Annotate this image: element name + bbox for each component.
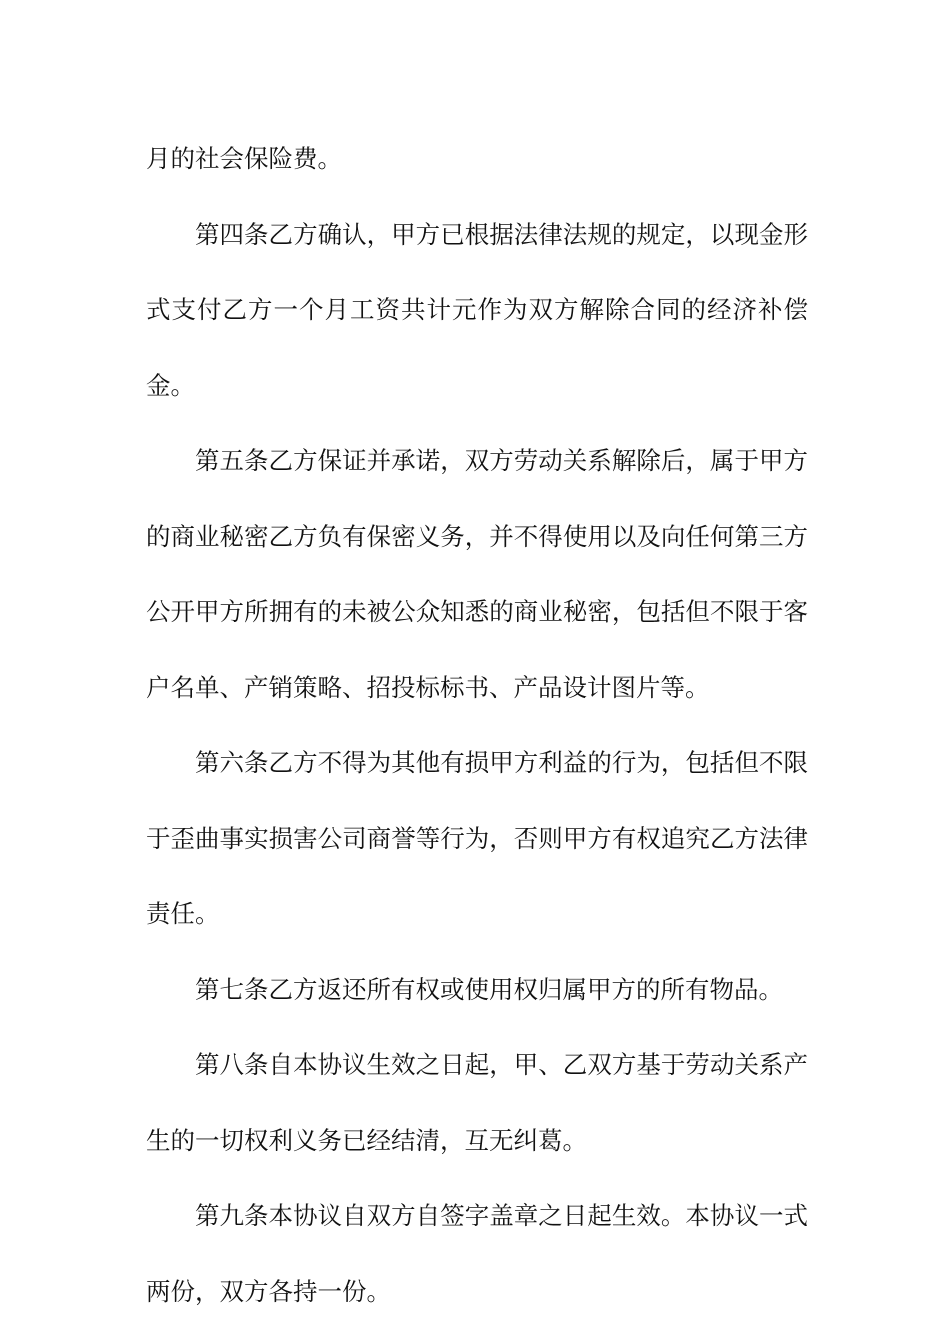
article-7-paragraph: 第七条乙方返还所有权或使用权归属甲方的所有物品。 [195, 974, 783, 1004]
paragraph-continuation: 月的社会保险费。 [146, 144, 342, 173]
article-6-paragraph: 第六条乙方不得为其他有损甲方利益的行为，包括但不限于歪曲事实损害公司商誉等行为，否则甲方有权追究乙方法律责任。 [146, 748, 808, 928]
article-9-paragraph: 第九条本协议自双方自签字盖章之日起生效。本协议一式两份，双方各持一份。 [146, 1201, 808, 1306]
article-8-paragraph: 第八条自本协议生效之日起，甲、乙双方基于劳动关系产生的一切权利义务已经结清，互无纠葛。 [146, 1050, 808, 1155]
document-page [146, 121, 808, 1329]
article-5-paragraph: 第五条乙方保证并承诺，双方劳动关系解除后，属于甲方的商业秘密乙方负有保密义务，并不得使用以及向任何第三方公开甲方所拥有的未被公众知悉的商业秘密，包括但不限于客户名单、产销策略、招投标标书、产品设计图片等。 [146, 446, 808, 702]
article-4-paragraph: 第四条乙方确认，甲方已根据法律法规的规定，以现金形式支付乙方一个月工资共计元作为双方解除合同的经济补偿金。 [146, 219, 808, 400]
